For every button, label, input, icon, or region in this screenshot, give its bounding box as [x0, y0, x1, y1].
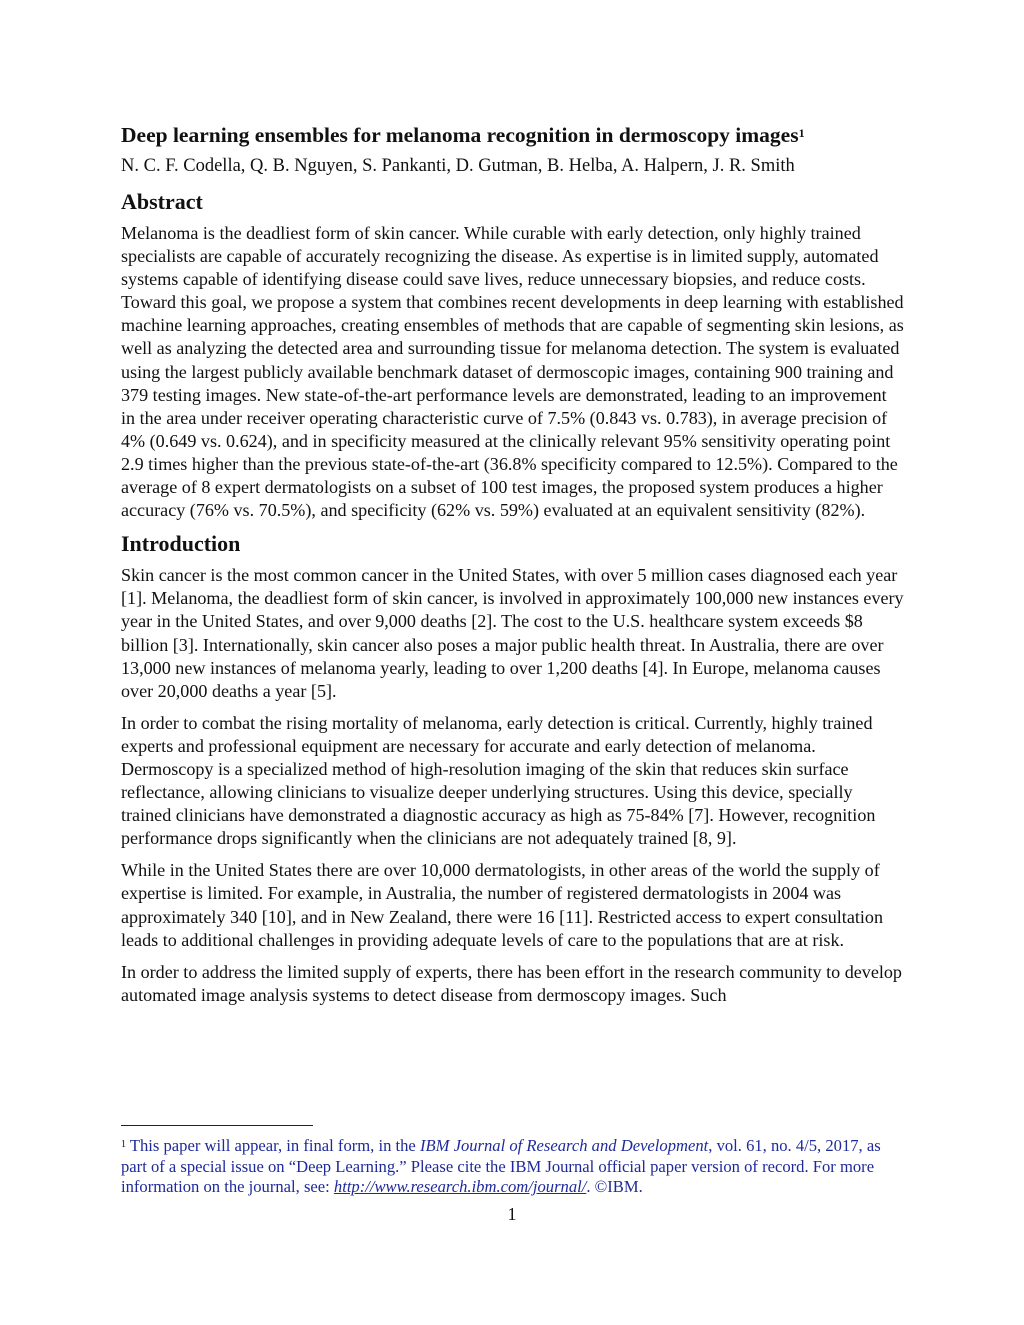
footnote	[121, 1136, 904, 1198]
author-list: N. C. F. Codella, Q. B. Nguyen, S. Pankanti, D. Gutman, B. Helba, A. Halpern, J. R. Smith	[121, 156, 795, 176]
page-number: 1	[507, 1204, 517, 1224]
intro-paragraph-2: In order to combat the rising mortality of melanoma, early detection is critical. Currently, highly trained experts and professional equipment are necessary for accurate and early detection of melanoma. Dermoscopy is a specialized method of high-resolution imaging of the skin that reduces skin surface reflectance, allowing clinicians to visualize deeper underlying structures. Using this device, specially trained clinicians have demonstrated a diagnostic accuracy as high as 75-84% [7]. However, recognition performance drops significantly when the clinicians are not adequately trained [8, 9].	[121, 712, 876, 849]
title-footnote-mark: 1	[798, 126, 805, 140]
footnote-text-c: . ©IBM.	[586, 1177, 643, 1196]
paper-title	[121, 118, 904, 152]
intro-paragraph-1: Skin cancer is the most common cancer in the United States, with over 5 million cases diagnosed each year [1]. Melanoma, the deadliest form of skin cancer, is involved in approximately 100,000 new instances every year in the United States, and over 9,000 deaths [2]. The cost to the U.S. healthcare system exceeds $8 billion [3]. Internationally, skin cancer also poses a major public health threat. In Australia, there are over 13,000 new instances of melanoma yearly, leading to over 1,200 deaths [4]. In Europe, melanoma causes over 20,000 deaths a year [5].	[121, 565, 904, 701]
introduction-heading: Introduction	[121, 531, 241, 557]
footnote-journal-name: IBM Journal of Research and Development	[419, 1136, 709, 1155]
journal-link[interactable]: http://www.research.ibm.com/journal/	[333, 1177, 587, 1196]
footnote-mark: 1	[121, 1139, 126, 1150]
footnote-text-b: , vol. 61, no. 4/5, 2017, as part of a special issue on “Deep Learning.” Please cite the IBM Journal official paper version of record. For more information on the journal, see:	[121, 1136, 881, 1196]
intro-paragraph-3: While in the United States there are over 10,000 dermatologists, in other areas of the world the supply of expertise is limited. For example, in Australia, the number of registered dermatologists in 2004 was approximately 340 [10], and in New Zealand, there were 16 [11]. Restricted access to expert consultation leads to additional challenges in providing adequate levels of care to the populations that are at risk.	[121, 860, 884, 950]
paper-page	[121, 118, 904, 1007]
abstract-heading: Abstract	[121, 189, 203, 214]
footnote-text-a: This paper will appear, in final form, in the	[126, 1136, 420, 1155]
paper-title-text: Deep learning ensembles for melanoma recognition in dermoscopy images	[121, 123, 799, 147]
abstract-text: Melanoma is the deadliest form of skin cancer. While curable with early detection, only highly trained specialists are capable of accurately recognizing the disease. As expertise is in limited supply, automated systems capable of identifying disease could save lives, reduce unnecessary biopsies, and reduce costs. Toward this goal, we propose a system that combines recent developments in deep learning with established machine learning approaches, creating ensembles of methods that are capable of segmenting skin lesions, as well as analyzing the detected area and surrounding tissue for melanoma detection. The system is evaluated using the largest publicly available benchmark dataset of dermoscopic images, containing 900 training and 379 testing images. New state-of-the-art performance levels are demonstrated, leading to an improvement in the area under receiver operating characteristic curve of 7.5% (0.843 vs. 0.783), in average precision of 4% (0.649 vs. 0.624), and in specificity measured at the clinically relevant 95% sensitivity operating point 2.9 times higher than the previous state-of-the-art (36.8% specificity compared to 12.5%). Compared to the average of 8 expert dermatologists on a subset of 100 test images, the proposed system produces a higher accuracy (76% vs. 70.5%), and specificity (62% vs. 59%) evaluated at an equivalent sensitivity (82%).	[121, 223, 904, 521]
footnote-divider	[121, 1125, 313, 1126]
intro-paragraph-4: In order to address the limited supply of experts, there has been effort in the research community to develop automated image analysis systems to detect disease from dermoscopy images. Such	[121, 961, 902, 1005]
